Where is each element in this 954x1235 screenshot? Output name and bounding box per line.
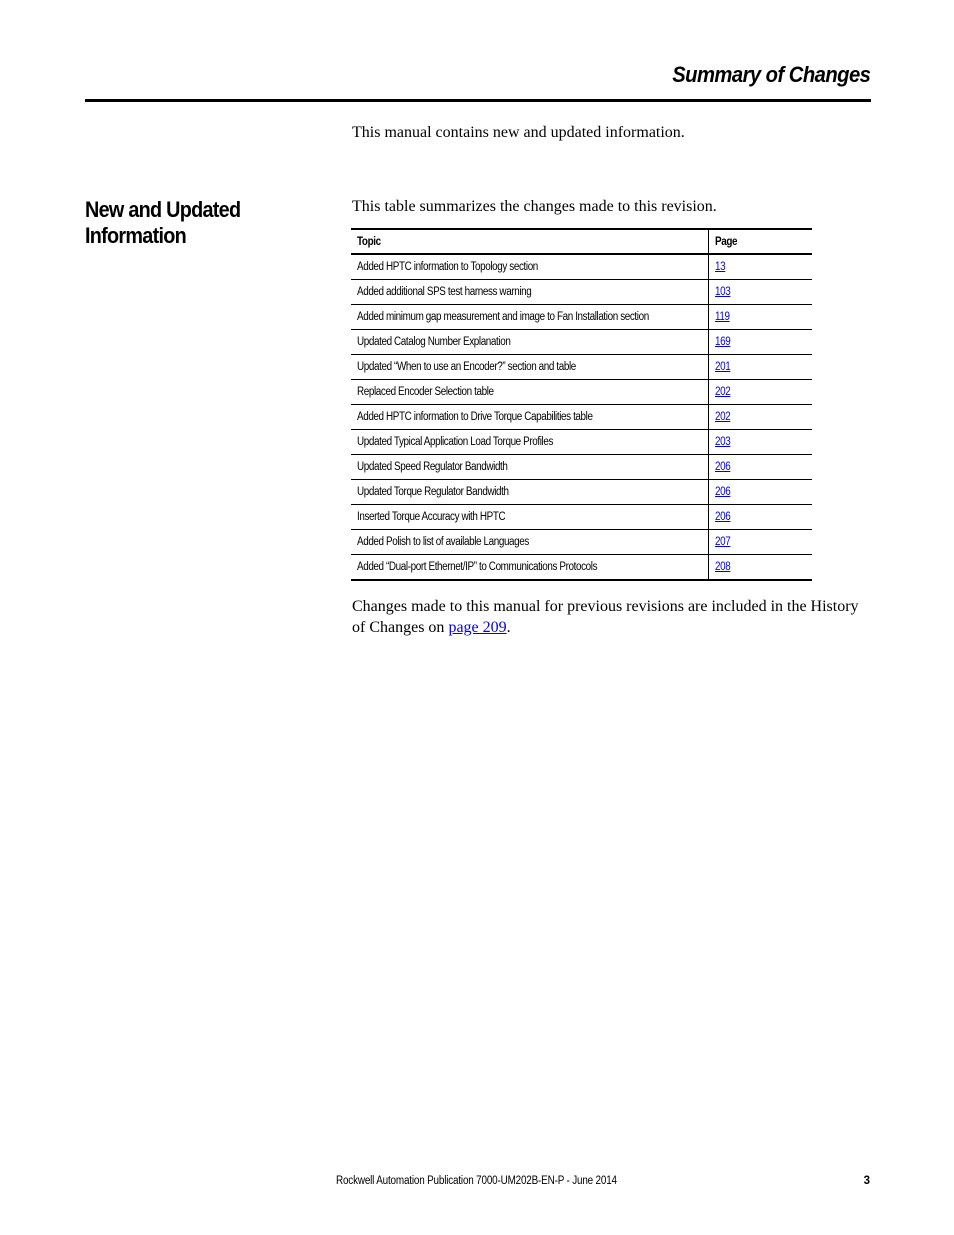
topic-text: Updated Typical Application Load Torque Profiles <box>357 436 554 448</box>
topic-text: Added HPTC information to Topology section <box>357 261 538 273</box>
changes-table <box>351 228 812 581</box>
table-body <box>351 254 812 580</box>
section-heading-line2: Information <box>85 223 186 248</box>
table-row <box>351 355 812 380</box>
table-row <box>351 430 812 455</box>
topic-text: Updated “When to use an Encoder?” section and table <box>357 361 576 373</box>
table-header-row <box>351 229 812 254</box>
table-row <box>351 330 812 355</box>
section-heading <box>85 197 292 249</box>
column-header-page: Page <box>715 235 738 248</box>
table-row <box>351 280 812 305</box>
page-cell <box>709 254 813 280</box>
topic-cell <box>351 455 709 480</box>
footer-page-number: 3 <box>863 1175 870 1187</box>
topic-text: Added Polish to list of available Languages <box>357 536 529 548</box>
history-paragraph <box>352 596 872 638</box>
page-cell <box>709 280 813 305</box>
page-link[interactable]: 201 <box>715 361 731 373</box>
topic-cell <box>351 480 709 505</box>
topic-cell <box>351 505 709 530</box>
table-caption: This table summarizes the changes made to this revision. <box>352 198 717 215</box>
page-link[interactable]: 207 <box>715 536 731 548</box>
table-row <box>351 380 812 405</box>
section-heading-line1: New and Updated <box>85 197 241 222</box>
table-row <box>351 405 812 430</box>
table-row <box>351 455 812 480</box>
intro-text: This manual contains new and updated information. <box>352 124 685 141</box>
title-rule <box>85 99 871 102</box>
topic-cell <box>351 405 709 430</box>
topic-text: Added minimum gap measurement and image to Fan Installation section <box>357 311 649 323</box>
page-link[interactable]: 169 <box>715 336 731 348</box>
page-cell <box>709 380 813 405</box>
topic-text: Updated Catalog Number Explanation <box>357 336 511 348</box>
footer-publication: Rockwell Automation Publication 7000-UM202B-EN-P - June 2014 <box>336 1175 617 1187</box>
page-cell <box>709 530 813 555</box>
topic-cell <box>351 555 709 581</box>
topic-cell <box>351 355 709 380</box>
page-link[interactable]: 206 <box>715 461 731 473</box>
page-link[interactable]: 206 <box>715 486 731 498</box>
page-cell <box>709 480 813 505</box>
page-cell <box>709 505 813 530</box>
topic-text: Added HPTC information to Drive Torque Capabilities table <box>357 411 593 423</box>
topic-cell <box>351 430 709 455</box>
page-cell <box>709 355 813 380</box>
page-link[interactable]: 13 <box>715 261 726 273</box>
page-cell <box>709 330 813 355</box>
topic-cell <box>351 254 709 280</box>
topic-text: Added “Dual-port Ethernet/IP” to Communications Protocols <box>357 561 598 573</box>
topic-text: Replaced Encoder Selection table <box>357 386 494 398</box>
page-link[interactable]: 119 <box>715 311 730 323</box>
topic-cell <box>351 380 709 405</box>
page-cell <box>709 555 813 581</box>
topic-cell <box>351 330 709 355</box>
table-row <box>351 530 812 555</box>
table-row <box>351 305 812 330</box>
page-link[interactable]: 203 <box>715 436 731 448</box>
column-header-topic: Topic <box>351 229 709 254</box>
page-cell <box>709 430 813 455</box>
topic-text: Inserted Torque Accuracy with HPTC <box>357 511 506 523</box>
topic-text: Updated Speed Regulator Bandwidth <box>357 461 508 473</box>
table-row <box>351 555 812 581</box>
table-row <box>351 505 812 530</box>
table-row <box>351 254 812 280</box>
topic-text: Updated Torque Regulator Bandwidth <box>357 486 509 498</box>
page-cell <box>709 455 813 480</box>
topic-cell <box>351 280 709 305</box>
topic-cell <box>351 530 709 555</box>
history-text: Changes made to this manual for previous revisions are included in the History of Changes on <box>352 598 859 636</box>
page-link[interactable]: 206 <box>715 511 731 523</box>
topic-cell <box>351 305 709 330</box>
history-page-link[interactable]: page 209 <box>448 619 507 636</box>
history-text-end: . <box>506 619 511 636</box>
topic-text: Added additional SPS test harness warning <box>357 286 532 298</box>
page-cell <box>709 305 813 330</box>
page-cell <box>709 405 813 430</box>
page-link[interactable]: 202 <box>715 411 731 423</box>
table-row <box>351 480 812 505</box>
page-link[interactable]: 208 <box>715 561 731 573</box>
page-link[interactable]: 103 <box>715 286 731 298</box>
page-link[interactable]: 202 <box>715 386 731 398</box>
page-title: Summary of Changes <box>671 62 870 87</box>
